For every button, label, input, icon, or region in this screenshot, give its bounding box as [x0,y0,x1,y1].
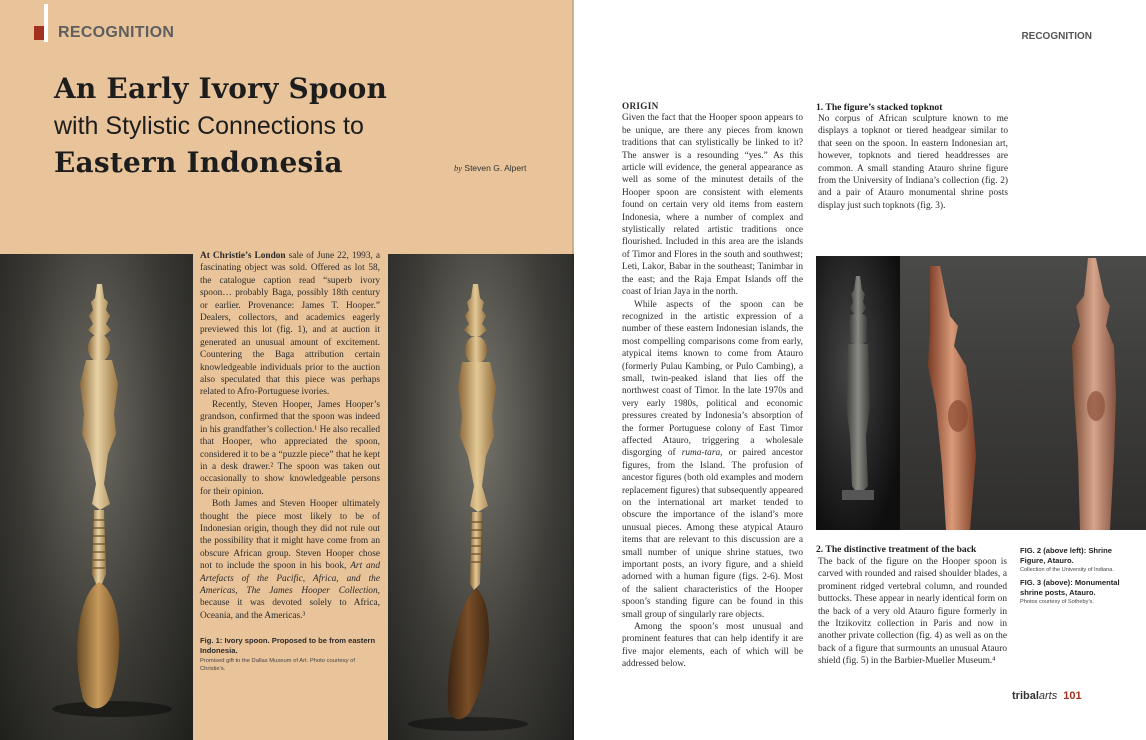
column-a [200,250,380,622]
footer-brand [1012,690,1082,702]
caption-fig-2-credit: Collection of the University of Indiana. [1020,567,1114,573]
shrine-posts-illustration [900,256,1146,530]
col-a-lead: At Christie’s London [200,251,286,261]
ivory-spoon-back-illustration [388,254,574,740]
shrine-figure-illustration [816,256,900,530]
column-b [622,100,803,671]
footer-brand-arts: arts [1038,690,1058,702]
col-a-p3-end: because it was devoted solely to Africa, Oceania, and the Americas.³ [200,598,380,621]
heading-topknot: 1. The figure’s stacked topknot [816,102,943,113]
title-line-2: with Stylistic Connections to [54,112,364,140]
col-c-paragraph-2: The back of the figure on the Hooper spoon is carved with rounded and raised shoulder blades, a prominent ridged vertebral column, and rounded buttocks. These appear in nearly identical form on the back of a very old Atauro figure formerly in the Itzikovitz collection in Paris and now in another private collection (fig. 4) as well as on the back of a figure that surmounts an unusual Atauro shield (fig. 5) in the Barbier-Mueller Museum.⁴ [818,557,1007,667]
right-section-label: RECOGNITION [1021,31,1092,42]
col-a-p3-italic: Art and Artefacts of the Pacific, Africa, and the Americas, The James Hooper Collection, [200,561,380,596]
spoon-photo-back [388,254,574,740]
caption-fig-2-title: FIG. 2 (above left): Shrine Figure, Atauro. [1020,546,1112,565]
col-a-paragraph-3 [200,498,380,622]
caption-fig-3-credit: Photos courtesy of Sotheby’s. [1020,599,1094,606]
section-label: RECOGNITION [58,24,175,41]
col-b-paragraph-2 [622,299,803,622]
col-b-p2-start: While aspects of the spoon can be recognized in the artistic expression of a number of these eastern Indonesian islands, the most compelling comparisons come from early, atypical items known to come from Atauro (formerly Pulau Kambing, or Pulo Cambing), a small, twin-peaked island that lies off the northwest coast of Timor. In the late 1970s and very early 1980s, political and economic pressures created by Indonesia’s absorption of the former Portuguese colony of East Timor affected Atauro, triggering a wholesale disgorging of [622,299,803,459]
caption-fig-3-title: FIG. 3 (above): Monumental shrine posts, Atauro. [1020,578,1120,598]
col-a-paragraph-1 [200,250,380,399]
col-a-paragraph-2: Recently, Steven Hooper, James Hooper’s grandson, confirmed that the spoon was indeed in his grandfather’s collection.¹ He also recalled that Hooper, who appreciated the spoon, considered it to be a “puzzle piece” that he kept in a desk drawer.² The spoon was taken out occasionally to show knowledgeable persons for their opinion. [200,399,380,497]
col-b-paragraph-3: Among the spoon’s most unusual and prominent features that can help identify it are five major elements, each of which will be addressed below. [622,622,803,670]
col-b-paragraph-1: Given the fact that the Hooper spoon appears to be unique, are there any pieces from known traditions that can stylistically be linked to it? The answer is a resounding “yes.” As this article will evidence, the general appearance as well as some of the minutest details of the Hooper spoon are consistent with elements found on certain very old items from eastern Indonesia, where a number of complex and stylistically related artistic traditions once flourished. Included in this area are the islands of Timor and Flores in the south and southwest; Leti, Lakor, Babar in the southeast; Tanimbar in the east; and the Raja Empat Islands off the coast of Irian Jaya in the north. [622,113,803,298]
col-a-p1-text: sale of June 22, 1993, a fascinating object was sold. Offered as lot 58, the catalogue caption read “superb ivory spoon… probably Baga, possibly 18th century or earlier. Provenance: James T. Hooper.” Dealers, collectors, and academics eagerly previewed this lot (fig. 1), and at auction it generated an unusual amount of excitement. Countering the Baga attribution certain knowledgeable individuals prior to the auction also speculated that this piece was perhaps related to Afro-Portuguese ivories. [200,251,381,398]
title-line-3: Eastern Indonesia [54,146,343,179]
column-c-bottom [818,556,1007,668]
caption-fig-1 [200,636,380,673]
shrine-figure-photo [816,256,900,530]
column-c-top [818,113,1008,212]
heading-back-treatment: 2. The distinctive treatment of the back [816,544,977,555]
footer-brand-tribal: tribal [1012,690,1039,702]
section-marker-line-icon [44,4,48,42]
caption-fig-1-title: Fig. 1: Ivory spoon. [200,636,270,645]
byline [454,163,526,173]
caption-fig-1-text: Proposed to be from eastern Indonesia. [200,636,376,655]
col-a-p3-start: Both James and Steven Hooper ultimately thought the piece most likely to be of Indonesian origin, though they did not rule out the possibility that it might have come from an obscure African group. Steven Hooper chose not to include the spoon in his book, [200,499,380,572]
byline-prefix: by [454,163,463,173]
caption-figs-2-3 [1020,546,1130,611]
origin-heading: ORIGIN [622,101,659,111]
col-c-paragraph-1: No corpus of African sculpture known to me displays a topknot or tiered headgear similar to that seen on the spoon. In eastern Indonesian art, however, topknots and tiered headdresses are common. A small standing Atauro shrine figure from the University of Indiana’s collection (fig. 2) and a pair of Atauro monumental shrine posts display just such topknots (fig. 3). [818,114,1008,211]
caption-fig-1-credit: Promised gift to the Dallas Museum of Art. Photo courtesy of Christie’s. [200,658,355,672]
spoon-photo-front [0,254,193,740]
page-number: 101 [1063,690,1082,702]
shrine-posts-photo [900,256,1146,530]
title-line-1: An Early Ivory Spoon [54,72,388,105]
byline-author: Steven G. Alpert [464,163,527,173]
ivory-spoon-front-illustration [0,254,193,740]
right-page [574,0,1146,740]
col-b-p2-italic: ruma-tara, [681,448,723,459]
col-b-p2-end: or paired ancestor figures, from the Island. The profusion of ancestor figures (both old examples and modern replacement figures) that subsequently appeared on the international art market tended to obscure the importance of the island’s more unusual pieces. Among these atypical Atauro items that are relevant to this discussion are a small number of unique shrine statues, two important posts, an ivory figure, and a shield adorned with a human figure (figs. 2-6). Most of the salient characteristics of the Hooper spoon’s standing figure can be found in this small group of singularly rare objects. [622,448,803,620]
